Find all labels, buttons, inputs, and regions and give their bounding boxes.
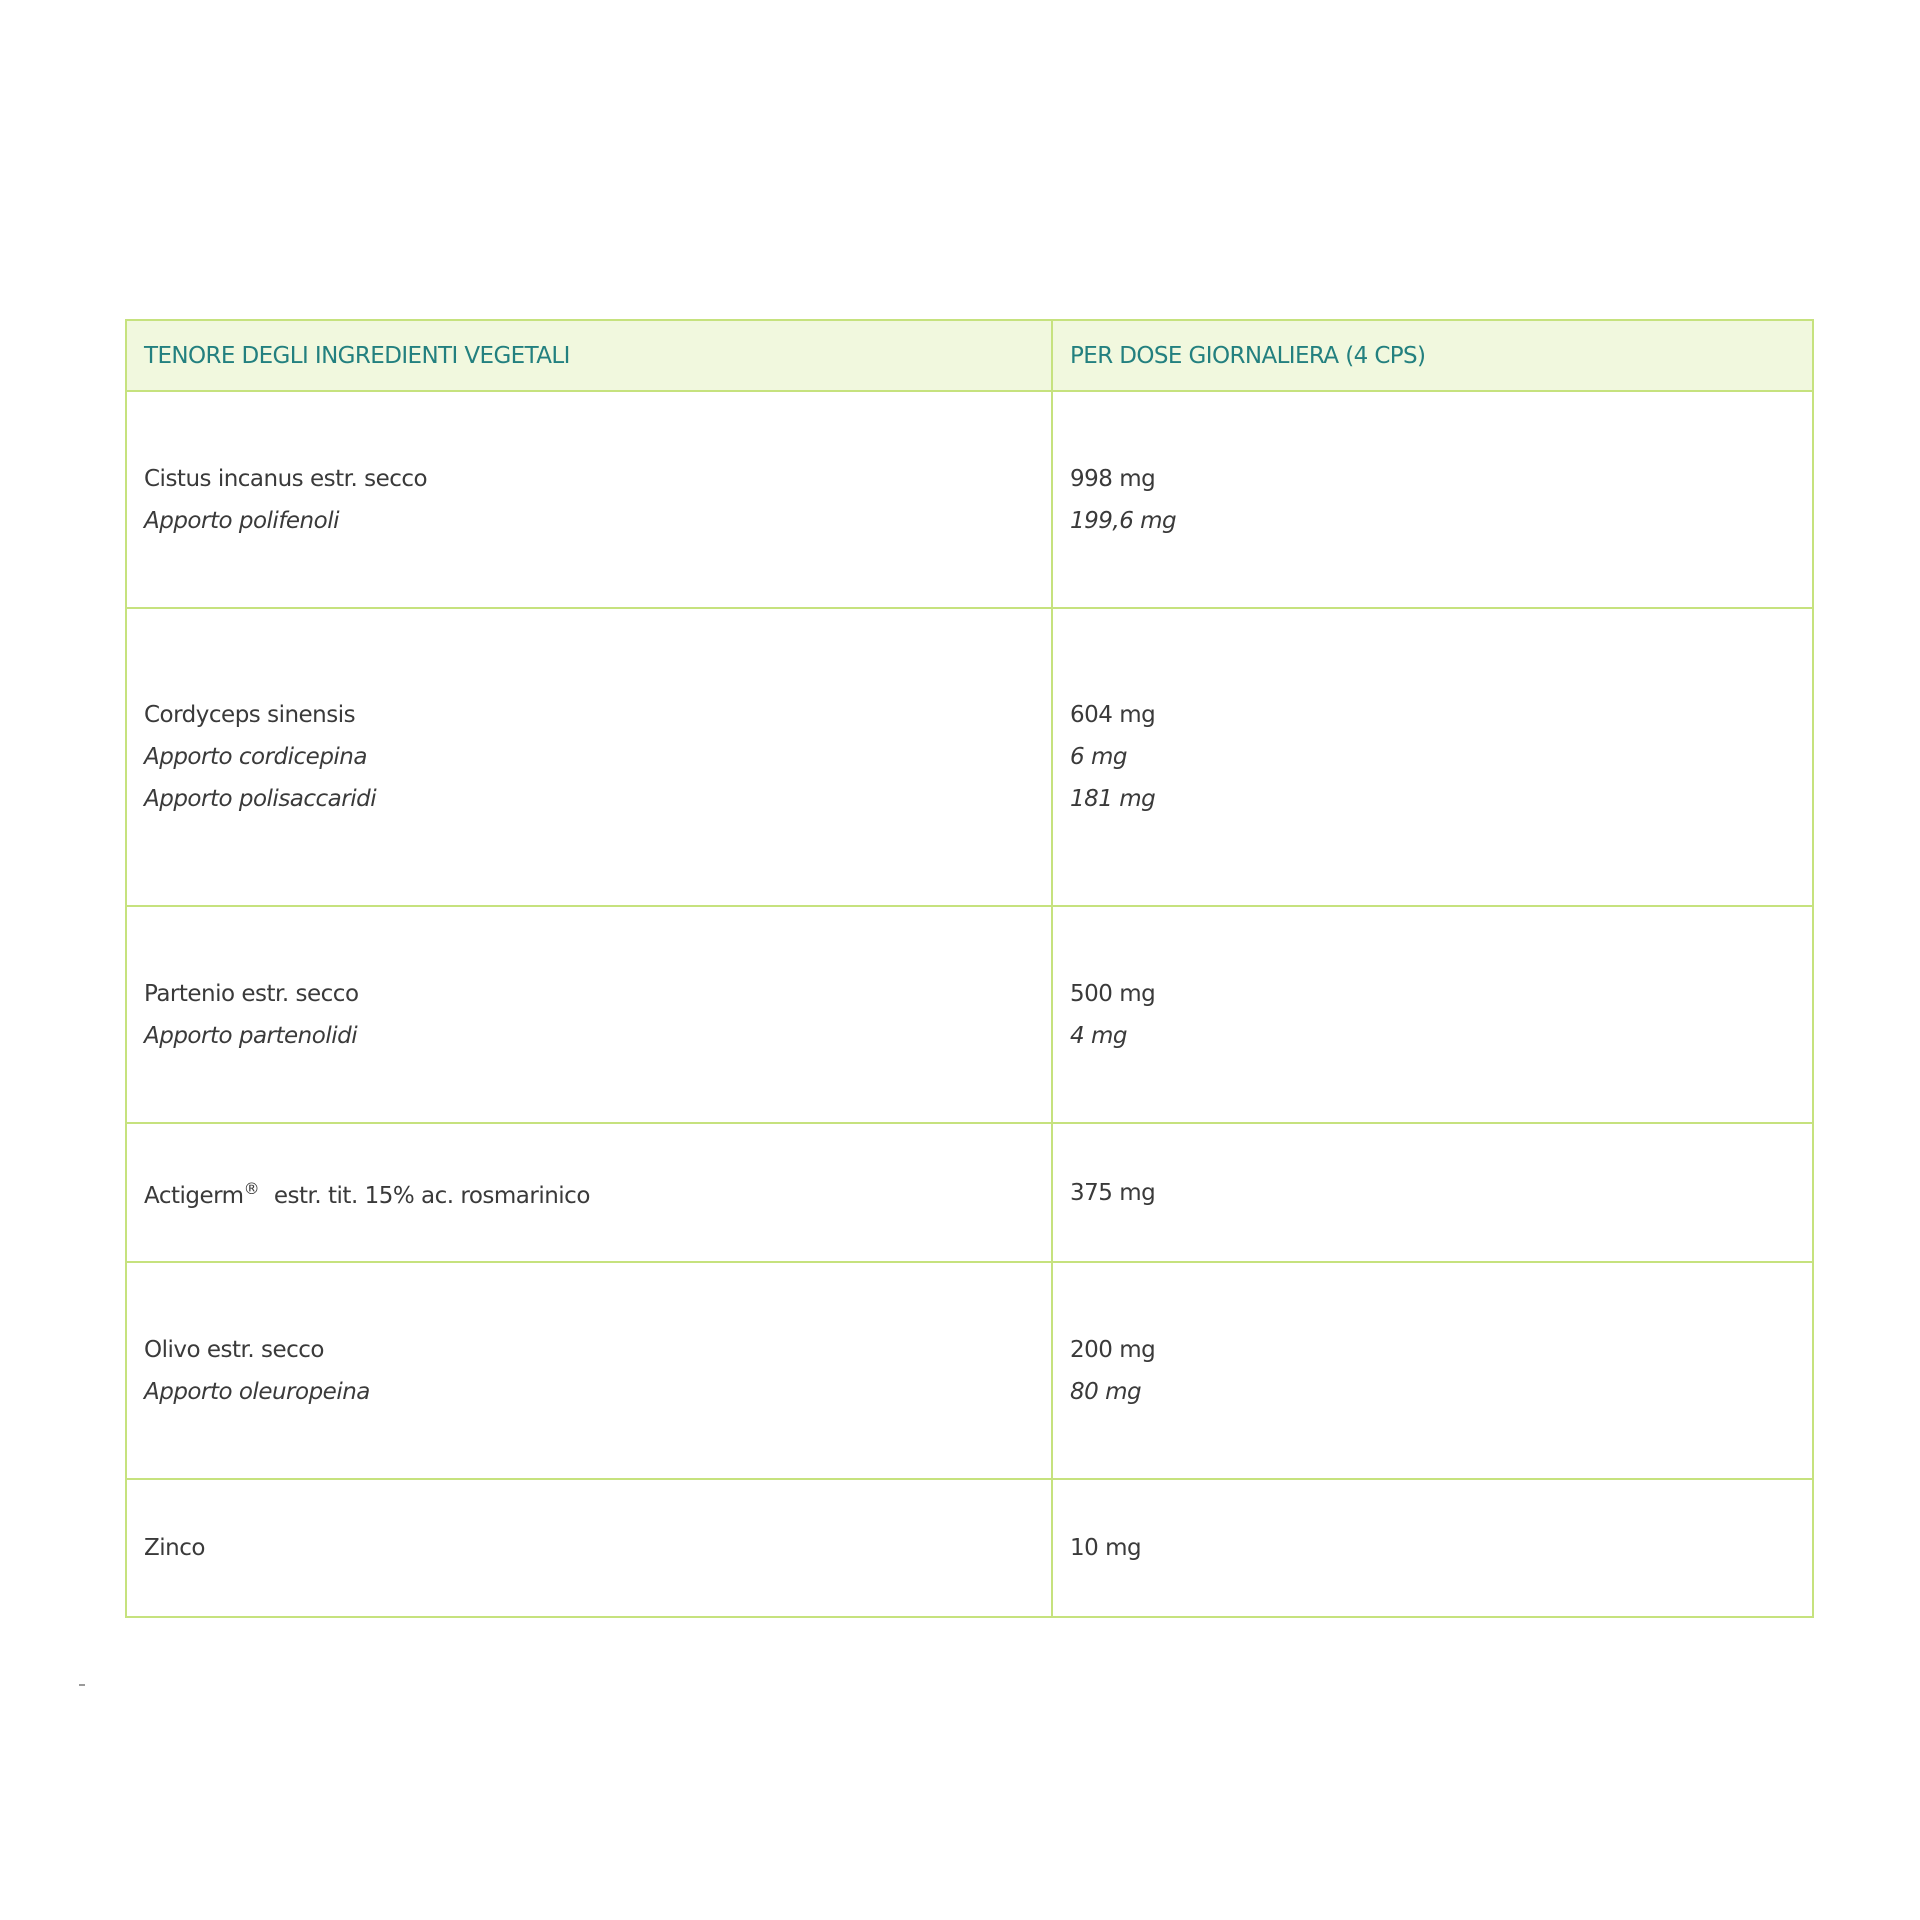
amount-cell [1052, 1123, 1813, 1262]
ingredient-cell [126, 906, 1052, 1123]
ingredient-detail: Apporto polifenoli [144, 507, 339, 534]
ingredient-detail: Apporto polisaccaridi [144, 786, 377, 812]
ingredient-name: Cordyceps sinensis [144, 702, 356, 728]
amount-detail: 4 mg [1070, 1022, 1127, 1049]
amount-value: 500 mg [1070, 980, 1156, 1007]
table-row [126, 391, 1813, 608]
ingredient-cell [126, 608, 1052, 906]
ingredient-cell [126, 391, 1052, 608]
table-row [126, 1262, 1813, 1479]
amount-cell [1052, 391, 1813, 608]
ingredient-description: estr. tit. 15% ac. rosmarinico [273, 1183, 590, 1209]
ingredient-name: Zinco [144, 1535, 205, 1561]
ingredient-name: Cistus incanus estr. secco [144, 465, 428, 492]
ingredient-name: Partenio estr. secco [144, 980, 359, 1007]
ingredient-detail: Apporto cordicepina [144, 744, 367, 770]
header-daily-dose: PER DOSE GIORNALIERA (4 CPS) [1052, 320, 1813, 391]
ingredient-detail: Apporto oleuropeina [144, 1378, 370, 1405]
ingredient-cell [126, 1123, 1052, 1262]
ingredients-table-container [125, 319, 1812, 1618]
amount-detail: 199,6 mg [1070, 507, 1177, 534]
amount-cell [1052, 608, 1813, 906]
amount-detail: 181 mg [1070, 786, 1156, 812]
ingredient-name: Actigerm [144, 1183, 244, 1209]
stray-mark [79, 1684, 85, 1686]
amount-cell [1052, 1479, 1813, 1617]
amount-cell [1052, 1262, 1813, 1479]
header-ingredients: TENORE DEGLI INGREDIENTI VEGETALI [126, 320, 1052, 391]
ingredient-cell [126, 1479, 1052, 1617]
table-header-row [126, 320, 1813, 391]
registered-trademark-mark: ® [243, 1179, 260, 1198]
amount-value: 604 mg [1070, 702, 1156, 728]
ingredient-name: Olivo estr. secco [144, 1336, 324, 1363]
amount-cell [1052, 906, 1813, 1123]
amount-detail: 6 mg [1070, 744, 1127, 770]
amount-value: 200 mg [1070, 1336, 1156, 1363]
ingredient-detail: Apporto partenolidi [144, 1022, 358, 1049]
ingredients-table [125, 319, 1814, 1618]
ingredient-cell [126, 1262, 1052, 1479]
amount-value: 998 mg [1070, 465, 1156, 492]
amount-value: 375 mg [1070, 1179, 1156, 1206]
ingredient-name-line [144, 1168, 1051, 1217]
table-row [126, 1479, 1813, 1617]
amount-value: 10 mg [1070, 1535, 1142, 1561]
table-row [126, 1123, 1813, 1262]
amount-detail: 80 mg [1070, 1378, 1142, 1405]
table-row [126, 906, 1813, 1123]
table-row [126, 608, 1813, 906]
